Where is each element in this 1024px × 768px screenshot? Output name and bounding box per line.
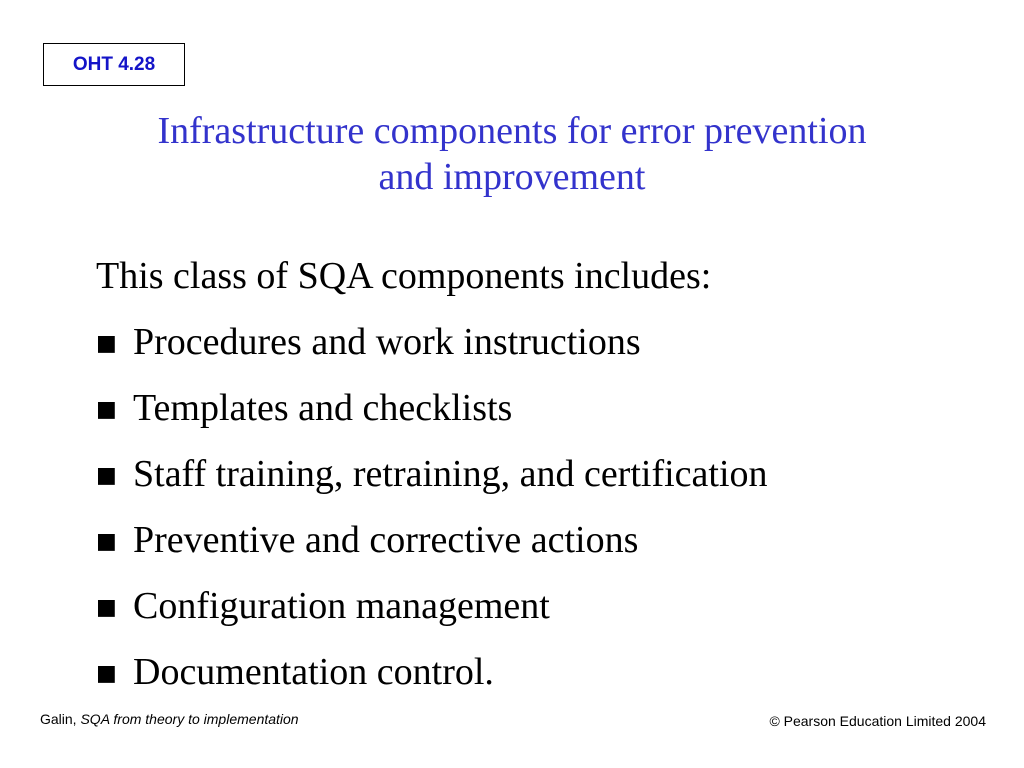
footer-citation [40,711,299,727]
slide-body [96,248,996,710]
slide-title [40,108,984,200]
square-bullet-icon: ■ [96,529,117,554]
square-bullet-icon: ■ [96,463,117,488]
footer-book-title: SQA from theory to implementation [80,711,299,727]
footer-copyright: © Pearson Education Limited 2004 [769,713,986,729]
bullet-item-training [96,446,996,512]
bullet-item-procedures [96,314,996,380]
bullet-item-configuration [96,578,996,644]
bullet-text: Procedures and work instructions [133,321,641,363]
bullet-list [96,314,996,710]
title-line-1: Infrastructure components for error prevention [157,110,867,152]
bullet-text: Staff training, retraining, and certification [133,453,768,495]
bullet-item-templates [96,380,996,446]
footer-author: Galin, [40,711,77,727]
bullet-item-actions [96,512,996,578]
square-bullet-icon: ■ [96,397,117,422]
bullet-text: Preventive and corrective actions [133,519,639,561]
bullet-text: Templates and checklists [133,387,513,429]
bullet-text: Documentation control. [133,651,494,693]
square-bullet-icon: ■ [96,595,117,620]
bullet-item-documentation [96,644,996,710]
square-bullet-icon: ■ [96,661,117,686]
intro-text: This class of SQA components includes: [96,255,712,297]
oht-label: OHT 4.28 [43,43,185,86]
title-line-2: and improvement [378,156,646,198]
square-bullet-icon: ■ [96,331,117,356]
bullet-text: Configuration management [133,585,550,627]
